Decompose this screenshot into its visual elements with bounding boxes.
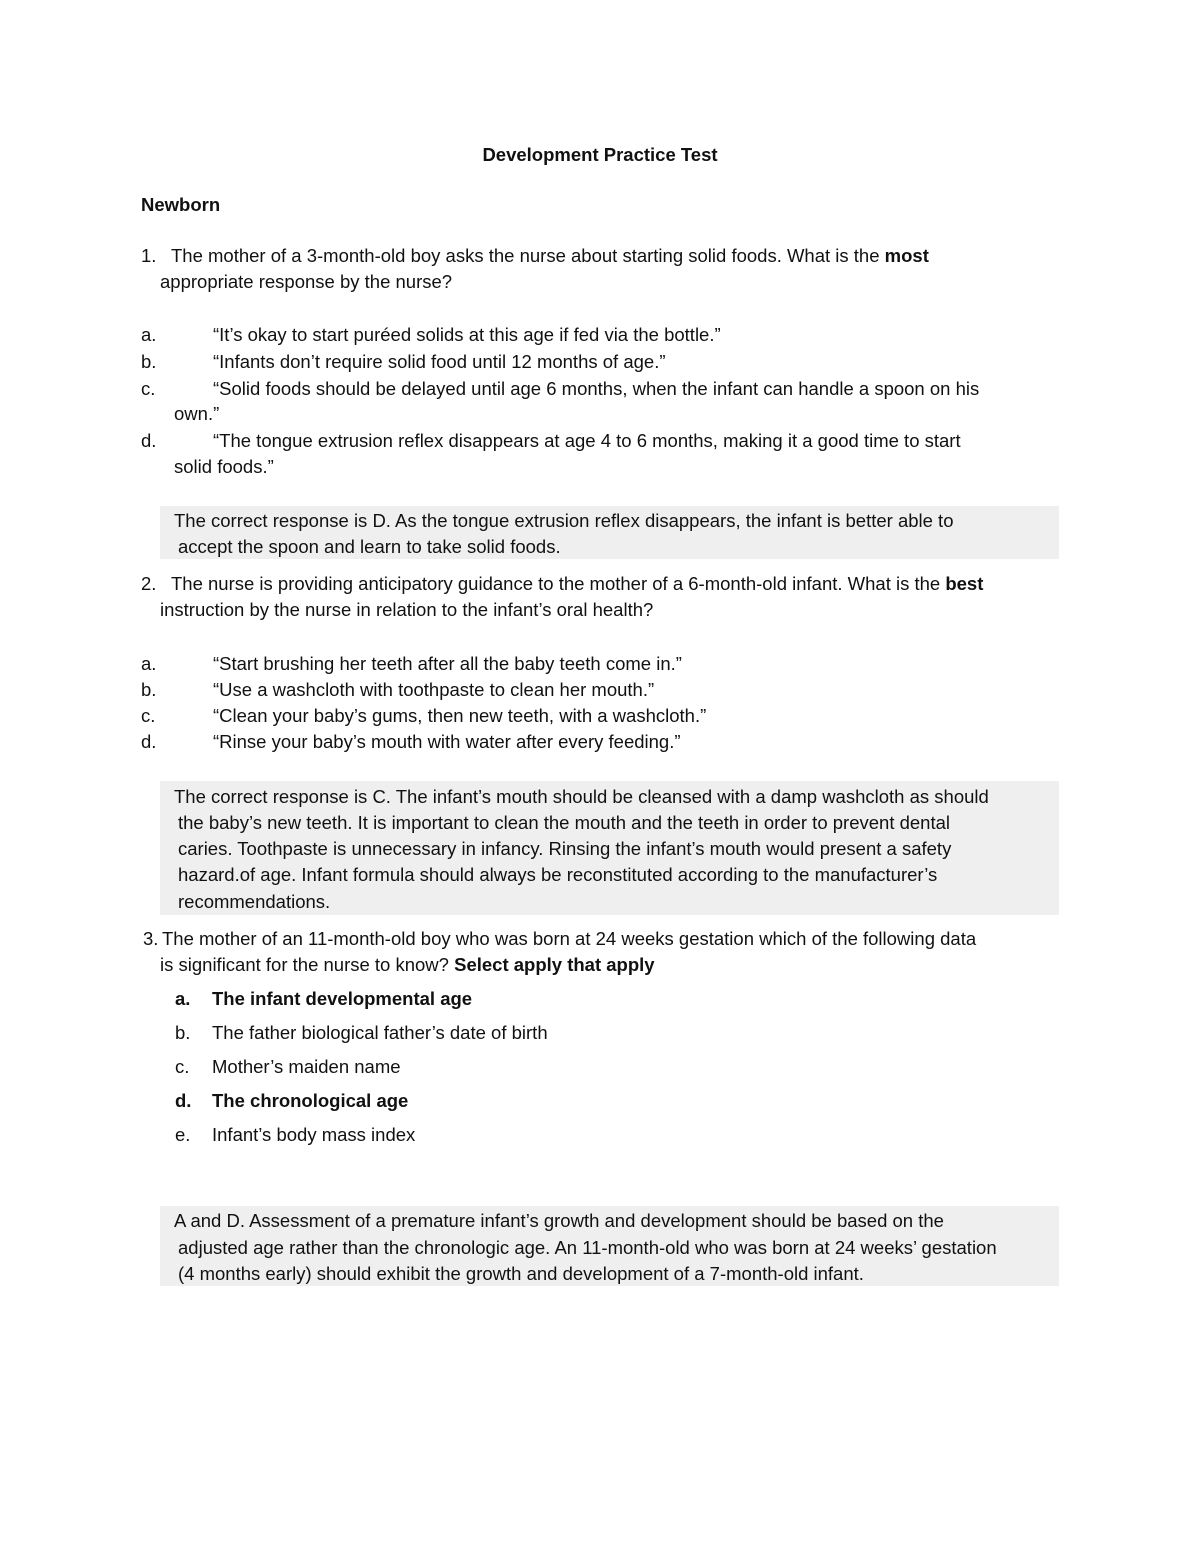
option-text: The father biological father’s date of birth	[212, 1022, 548, 1043]
question-text: The mother of an 11-month-old boy who was born at 24 weeks gestation which of the following data	[162, 928, 977, 949]
answer-text: (4 months early) should exhibit the growth and development of a 7-month-old infant.	[178, 1263, 864, 1284]
answer-text: hazard.of age. Infant formula should always be reconstituted according to the manufacturer’s	[178, 864, 938, 885]
option-text: “Infants don’t require solid food until 12 months of age.”	[213, 351, 666, 372]
question-number: 2.	[141, 573, 157, 594]
option-letter: d.	[141, 430, 157, 451]
question-2-stem-cont: instruction by the nurse in relation to the infant’s oral health?	[160, 599, 654, 620]
option-text: Mother’s maiden name	[212, 1056, 401, 1077]
option-letter: b.	[141, 351, 157, 372]
option-letter: a.	[141, 324, 157, 345]
question-text: The mother of a 3-month-old boy asks the nurse about starting solid foods. What is the	[171, 245, 885, 266]
option-text: “The tongue extrusion reflex disappears at age 4 to 6 months, making it a good time to start	[213, 430, 961, 451]
option-text-cont: own.”	[174, 403, 220, 424]
option-letter: c.	[175, 1056, 190, 1077]
answer-text: The correct response is C. The infant’s mouth should be cleansed with a damp washcloth as should	[174, 786, 989, 807]
question-2-stem	[141, 571, 983, 597]
option-text: “Use a washcloth with toothpaste to clean her mouth.”	[213, 679, 655, 700]
answer-text: the baby’s new teeth. It is important to clean the mouth and the teeth in order to prevent dental	[178, 812, 951, 833]
option-text: “Start brushing her teeth after all the baby teeth come in.”	[213, 653, 682, 674]
option-text: “It’s okay to start puréed solids at this age if fed via the bottle.”	[213, 324, 721, 345]
answer-box-2	[160, 781, 1059, 915]
question-number: 3.	[143, 928, 159, 949]
question-number: 1.	[141, 245, 157, 266]
option-letter: c.	[141, 378, 156, 399]
option-text: “Clean your baby’s gums, then new teeth, with a washcloth.”	[213, 705, 707, 726]
section-heading: Newborn	[141, 194, 221, 215]
option-text: The infant developmental age	[212, 988, 473, 1009]
answer-text: A and D. Assessment of a premature infant’s growth and development should be based on the	[174, 1210, 944, 1231]
option-text-cont: solid foods.”	[174, 456, 274, 477]
question-emphasis: Select apply that apply	[454, 954, 655, 975]
option-text: The chronological age	[212, 1090, 409, 1111]
option-letter: a.	[141, 653, 157, 674]
option-text: “Rinse your baby’s mouth with water after every feeding.”	[213, 731, 681, 752]
answer-text: The correct response is D. As the tongue extrusion reflex disappears, the infant is better able to	[174, 510, 954, 531]
page-title: Development Practice Test	[482, 144, 718, 165]
answer-text: caries. Toothpaste is unnecessary in infancy. Rinsing the infant’s mouth would present a safety	[178, 838, 952, 859]
question-3-stem-cont	[160, 952, 655, 978]
question-1-stem	[141, 243, 929, 269]
question-text: The nurse is providing anticipatory guidance to the mother of a 6-month-old infant. What is the	[171, 573, 946, 594]
answer-text: adjusted age rather than the chronologic age. An 11-month-old who was born at 24 weeks’ gestation	[178, 1237, 997, 1258]
question-1-stem-cont: appropriate response by the nurse?	[160, 271, 453, 292]
option-text: Infant’s body mass index	[212, 1124, 416, 1145]
option-letter: c.	[141, 705, 156, 726]
answer-text: accept the spoon and learn to take solid foods.	[178, 536, 561, 557]
question-emphasis: most	[884, 245, 929, 266]
option-letter: d.	[175, 1090, 192, 1111]
option-letter: b.	[175, 1022, 191, 1043]
answer-box-3	[160, 1206, 1059, 1286]
option-letter: d.	[141, 731, 157, 752]
answer-text: recommendations.	[178, 891, 331, 912]
answer-box-1	[160, 506, 1059, 559]
option-letter: a.	[175, 988, 191, 1009]
option-letter: b.	[141, 679, 157, 700]
question-text: is significant for the nurse to know?	[160, 954, 455, 975]
question-emphasis: best	[945, 573, 984, 594]
option-letter: e.	[175, 1124, 191, 1145]
question-3-stem	[143, 926, 976, 952]
option-text: “Solid foods should be delayed until age 6 months, when the infant can handle a spoon on his	[213, 378, 980, 399]
